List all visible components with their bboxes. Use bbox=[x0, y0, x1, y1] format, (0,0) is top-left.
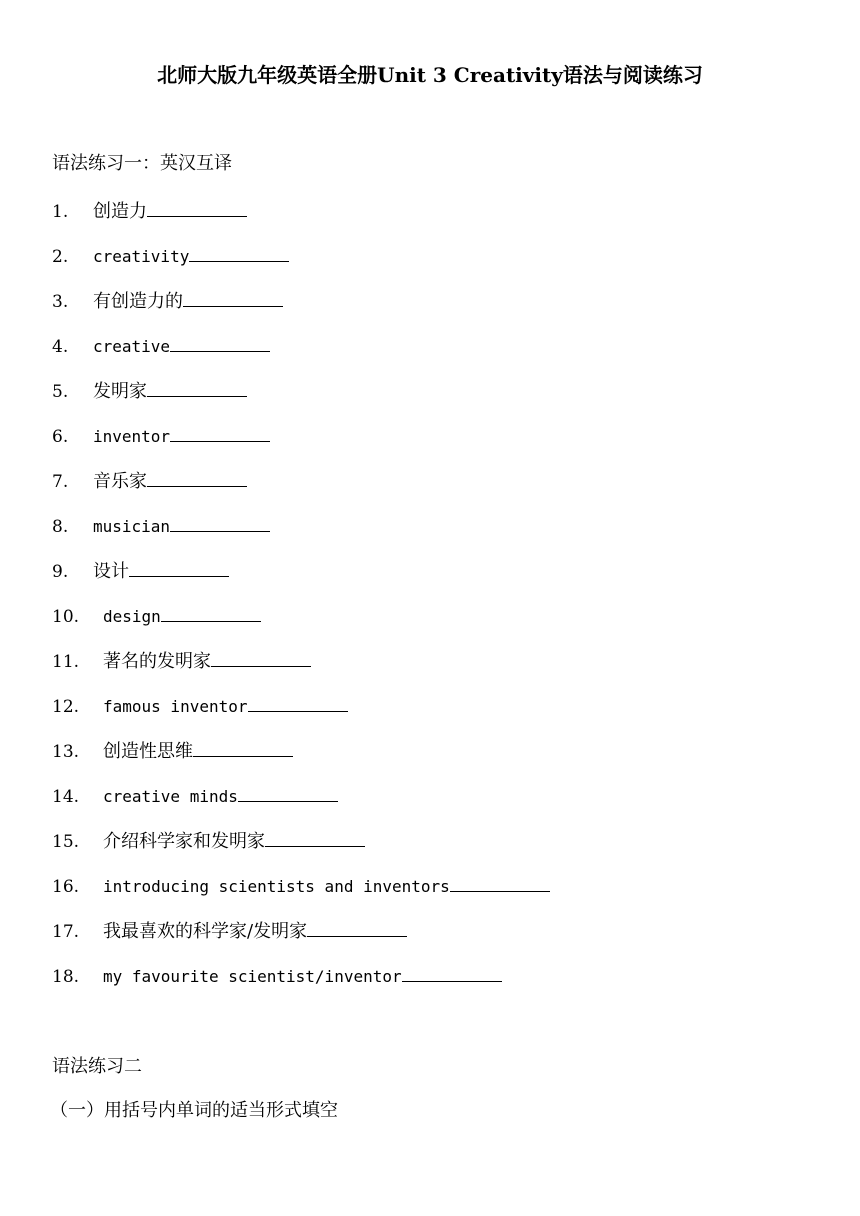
item-term: my favourite scientist/inventor bbox=[103, 967, 402, 986]
item-number: 18. bbox=[52, 967, 80, 987]
list-item bbox=[52, 871, 550, 916]
list-item bbox=[52, 601, 550, 646]
item-number: 7. bbox=[52, 472, 69, 492]
item-number: 12. bbox=[52, 697, 80, 717]
answer-blank[interactable] bbox=[307, 916, 407, 937]
answer-blank[interactable] bbox=[147, 376, 247, 397]
item-number: 14. bbox=[52, 787, 80, 807]
answer-blank[interactable] bbox=[189, 241, 289, 262]
item-number: 16. bbox=[52, 877, 80, 897]
item-number: 9. bbox=[52, 562, 69, 582]
section-2-subheading: （一）用括号内单词的适当形式填空 bbox=[50, 1100, 338, 1121]
item-term: 设计 bbox=[93, 561, 129, 582]
item-term: introducing scientists and inventors bbox=[103, 877, 450, 896]
answer-blank[interactable] bbox=[170, 421, 270, 442]
item-number: 8. bbox=[52, 517, 69, 537]
answer-blank[interactable] bbox=[238, 781, 338, 802]
item-term: inventor bbox=[93, 427, 171, 446]
list-item bbox=[52, 781, 550, 826]
item-term: 创造性思维 bbox=[103, 741, 193, 762]
item-number: 5. bbox=[52, 382, 69, 402]
item-term: 著名的发明家 bbox=[103, 651, 211, 672]
answer-blank[interactable] bbox=[450, 871, 550, 892]
item-number: 17. bbox=[52, 922, 80, 942]
item-term: 有创造力的 bbox=[93, 291, 183, 312]
item-number: 3. bbox=[52, 292, 69, 312]
answer-blank[interactable] bbox=[265, 826, 365, 847]
list-item bbox=[52, 286, 550, 331]
list-item bbox=[52, 331, 550, 376]
answer-blank[interactable] bbox=[183, 286, 283, 307]
list-item bbox=[52, 511, 550, 556]
item-term: famous inventor bbox=[103, 697, 248, 716]
answer-blank[interactable] bbox=[161, 601, 261, 622]
answer-blank[interactable] bbox=[248, 691, 348, 712]
answer-blank[interactable] bbox=[211, 646, 311, 667]
item-term: musician bbox=[93, 517, 171, 536]
item-number: 4. bbox=[52, 337, 69, 357]
list-item bbox=[52, 196, 550, 241]
list-item bbox=[52, 241, 550, 286]
item-term: design bbox=[103, 607, 161, 626]
list-item bbox=[52, 466, 550, 511]
item-number: 13. bbox=[52, 742, 80, 762]
section-1-heading: 语法练习一：英汉互译 bbox=[52, 153, 232, 174]
list-item bbox=[52, 961, 550, 1006]
list-item bbox=[52, 691, 550, 736]
answer-blank[interactable] bbox=[147, 466, 247, 487]
answer-blank[interactable] bbox=[170, 331, 270, 352]
page-title: 北师大版九年级英语全册Unit 3 Creativity语法与阅读练习 bbox=[157, 63, 703, 87]
translation-list bbox=[52, 196, 550, 1006]
section-2-heading: 语法练习二 bbox=[52, 1056, 142, 1077]
item-number: 2. bbox=[52, 247, 69, 267]
list-item bbox=[52, 421, 550, 466]
item-number: 10. bbox=[52, 607, 80, 627]
item-number: 15. bbox=[52, 832, 80, 852]
item-term: 发明家 bbox=[93, 381, 147, 402]
item-number: 6. bbox=[52, 427, 69, 447]
answer-blank[interactable] bbox=[193, 736, 293, 757]
item-term: 创造力 bbox=[93, 201, 147, 222]
answer-blank[interactable] bbox=[147, 196, 247, 217]
answer-blank[interactable] bbox=[402, 961, 502, 982]
item-term: 音乐家 bbox=[93, 471, 147, 492]
item-number: 11. bbox=[52, 652, 80, 672]
item-number: 1. bbox=[52, 202, 69, 222]
list-item bbox=[52, 556, 550, 601]
list-item bbox=[52, 646, 550, 691]
answer-blank[interactable] bbox=[170, 511, 270, 532]
item-term: creative bbox=[93, 337, 171, 356]
item-term: creative minds bbox=[103, 787, 238, 806]
item-term: creativity bbox=[93, 247, 190, 266]
answer-blank[interactable] bbox=[129, 556, 229, 577]
list-item bbox=[52, 826, 550, 871]
list-item bbox=[52, 916, 550, 961]
list-item bbox=[52, 736, 550, 781]
list-item bbox=[52, 376, 550, 421]
item-term: 介绍科学家和发明家 bbox=[103, 831, 265, 852]
item-term: 我最喜欢的科学家/发明家 bbox=[103, 921, 308, 942]
